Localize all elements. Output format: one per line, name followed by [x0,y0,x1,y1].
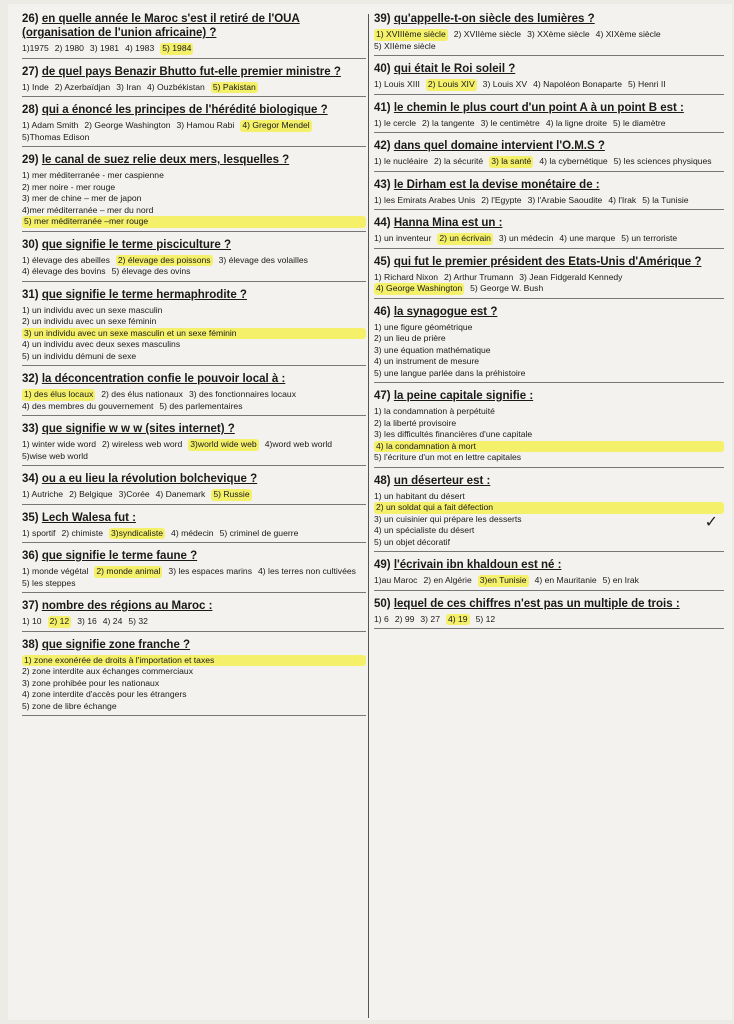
question-separator [374,628,724,629]
answer-option: 3)Corée [118,489,150,499]
answer-option: 3) Hamou Rabi [176,120,235,130]
answer-option: 4) un spécialiste du désert [374,525,475,535]
highlighted-answer-option: 4) 19 [448,613,468,624]
answer-option: 2) un individu avec un sexe féminin [22,316,157,326]
question-text: que signifie le terme pisciculture ? [41,238,231,251]
question-title [22,599,366,613]
answer-option: 3) 1981 [89,43,120,53]
answer-option: 4) en Mauritanie [534,575,597,585]
answer-option: 5) zone de libre échange [22,700,117,711]
highlighted-answer-option: 5) 1984 [162,43,192,53]
answer-option: 3) 16 [77,616,97,626]
options-list [374,614,724,626]
question-number: 40) [374,63,391,75]
answer-option: 5) un individu démuni de sexe [22,350,137,361]
options-list [374,406,724,464]
answer-option: 3) zone prohibée pour les nationaux [22,677,160,688]
answer-option: 2) l'Egypte [481,194,522,205]
options-list [22,655,366,713]
options-list [374,233,724,245]
answer-option: 2) Arthur Trumann [444,271,514,282]
answer-option: 1) Louis XIII [374,79,420,89]
highlighted-answer-option: 3)world wide web [190,439,257,449]
answer-option: 5) XIIème siècle [374,40,436,51]
options-list [374,491,724,549]
question-separator [22,96,366,97]
question-separator [374,248,724,249]
highlighted-answer-option: 3)syndicaliste [110,527,164,538]
question-number: 27) [22,65,39,78]
question-text: dans quel domaine intervient l'O.M.S ? [393,140,605,152]
answer-option: 5) le diamètre [612,117,666,128]
question-number: 36) [22,550,39,562]
answer-option: 4) médecin [171,527,214,538]
question-title [374,216,724,230]
question-text: qui a énoncé les principes de l'hérédité biologique ? [41,104,328,116]
answer-option: 5) criminel de guerre [219,527,299,538]
answer-option: 2) chimiste [61,527,103,538]
answer-option: 3) un cuisinier qui prépare les desserts [374,513,522,524]
question-item [374,558,724,591]
question-item [22,638,366,717]
answer-option: 1)1975 [22,43,49,53]
question-number: 32) [22,373,39,385]
answer-option: 1) Autriche [22,489,64,499]
answer-option: 4) 24 [102,616,123,626]
highlighted-answer-option: 2) élevage des poissons [117,254,211,265]
options-list [374,156,724,168]
question-text: la synagogue est ? [393,305,498,318]
answer-option: 4) Ouzbékistan [147,81,205,92]
handwritten-mark-icon: ✓ [704,514,718,531]
answer-option: 1) 6 [374,613,389,624]
question-number: 41) [374,101,391,114]
question-item [374,62,724,95]
answer-option: 3) les difficultés financières d'une capitale [374,429,533,439]
answer-option: 1) le nucléaire [374,156,428,166]
answer-option: 4) élevage des bovins [22,266,106,276]
question-separator [374,171,724,172]
question-item [374,305,724,384]
answer-option: 3) mer de chine – mer de japon [22,193,142,203]
question-text: la déconcentration confie le pouvoir local à : [41,373,286,385]
answer-option: 1) une figure géométrique [374,321,473,332]
highlighted-answer-option: 3)en Tunisie [479,575,527,585]
options-list [22,389,366,412]
question-number: 38) [22,638,39,651]
question-number: 44) [374,217,391,229]
question-title [374,389,724,403]
question-title [374,255,724,269]
answer-option: 3) des fonctionnaires locaux [188,389,296,399]
options-list [22,255,366,278]
question-separator [22,631,366,632]
question-text: que signifie zone franche ? [41,638,191,651]
options-list [374,118,724,130]
question-separator [22,365,366,366]
question-item [374,216,724,249]
answer-option: 2) XVIIème siècle [453,29,522,39]
options-list [22,120,366,143]
answer-option: 4) une marque [559,233,616,243]
answer-option: 2) mer noire - mer rouge [22,181,116,192]
question-item [374,178,724,211]
question-title [22,422,366,436]
question-title [374,474,724,488]
answer-option: 4) l'Irak [608,194,637,205]
answer-option: 4) Danemark [155,489,206,499]
question-separator [374,551,724,552]
answer-option: 1) Richard Nixon [374,271,438,282]
question-text: ou a eu lieu la révolution bolchevique ? [41,473,258,485]
answer-option: 1)au Maroc [374,575,418,585]
answer-option: 2) un lieu de prière [374,333,446,343]
question-text: que signifie le terme hermaphrodite ? [41,288,247,301]
answer-option: 5) des parlementaires [159,400,243,411]
answer-option: 3) le centimètre [480,117,540,128]
answer-option: 4) des membres du gouvernement [22,400,154,411]
question-item [22,549,366,593]
question-text: Lech Walesa fut : [41,511,136,524]
question-title [22,372,366,386]
question-number: 30) [22,238,39,251]
question-title [374,178,724,192]
exam-sheet [8,4,732,1020]
answer-option: 5) en Irak [602,575,639,585]
question-item [22,372,366,416]
options-list [374,272,724,295]
question-text: le canal de suez relie deux mers, lesquelles ? [41,154,290,166]
options-list [22,439,366,462]
question-title [22,549,366,563]
question-separator [22,592,366,593]
highlighted-answer-option: 1) zone exonérée de droits à l'importation et taxes [22,655,366,667]
answer-option: 5)Thomas Edison [22,131,90,142]
question-number: 47) [374,390,391,402]
question-separator [374,467,724,468]
question-text: un déserteur est : [393,474,491,487]
question-title [22,472,366,486]
answer-option: 3) 27 [420,613,440,624]
answer-option: 1) un inventeur [374,233,432,243]
answer-option: 5) élevage des ovins [111,266,191,276]
question-separator [22,542,366,543]
highlighted-answer-option: 3) la santé [491,156,532,166]
question-item [22,238,366,282]
question-separator [374,132,724,133]
question-text: la peine capitale signifie : [393,390,534,402]
question-separator [22,415,366,416]
highlighted-answer-option: 2) 12 [49,616,70,626]
answer-option: 2) la sécurité [433,156,484,166]
question-number: 49) [374,559,391,571]
question-title [22,511,366,525]
answer-option: 3) un médecin [498,233,554,243]
highlighted-answer-option: 2) monde animal [96,566,161,576]
question-text: que signifie w w w (sites internet) ? [41,423,235,435]
question-separator [22,146,366,147]
question-text: l'écrivain ibn khaldoun est né : [393,559,562,571]
answer-option: 1) sportif [22,527,56,538]
answer-option: 1) un habitant du désert [374,490,465,501]
question-title [22,153,366,167]
question-number: 48) [374,474,391,487]
question-number: 34) [22,473,39,485]
answer-option: 3) Iran [116,81,142,92]
question-separator [374,590,724,591]
question-title [22,638,366,652]
question-text: en quelle année le Maroc s'est il retiré de l'OUA (organisation de l'union africaine) ? [22,13,300,39]
options-list [22,170,366,228]
answer-option: 1) élevage des abeilles [22,254,110,265]
question-number: 33) [22,423,39,435]
question-text: Hanna Mina est un : [393,217,503,229]
question-text: qui était le Roi soleil ? [393,63,516,75]
options-list [374,29,724,52]
question-separator [22,715,366,716]
answer-option: 2) wireless web word [102,439,183,449]
question-text: lequel de ces chiffres n'est pas un multiple de trois : [393,597,680,610]
question-number: 26) [22,13,39,25]
question-title [374,62,724,76]
column-divider [368,14,369,1018]
question-number: 45) [374,255,391,268]
question-text: qui fut le premier président des Etats-Unis d'Amérique ? [393,255,702,268]
question-title [22,103,366,117]
left-column [22,12,366,722]
answer-option: 3) l'Arabie Saoudite [527,194,603,205]
highlighted-answer-option: 4) George Washington [376,283,463,293]
options-list [22,566,366,589]
answer-option: 2) 99 [394,613,415,624]
answer-option: 1) le cercle [374,117,417,128]
highlighted-answer-option: 4) Gregor Mendel [242,120,310,130]
highlighted-answer-option: 2) un écrivain [439,233,491,243]
highlighted-answer-option: 4) la condamnation à mort [374,441,724,453]
answer-option: 4)mer méditerranée – mer du nord [22,204,154,215]
answer-option: 5) un objet décoratif [374,536,450,547]
question-text: le Dirham est la devise monétaire de : [393,178,600,191]
question-separator [22,231,366,232]
question-number: 35) [22,511,39,524]
highlighted-answer-option: 1) des élus locaux [24,389,94,399]
answer-option: 5) un terroriste [621,233,678,243]
answer-option: 2) Belgique [69,489,113,499]
options-list [22,43,366,55]
answer-option: 2) George Washington [84,120,171,130]
question-number: 46) [374,305,391,318]
question-separator [374,382,724,383]
highlighted-answer-option: 2) Louis XIV [427,79,475,89]
answer-option: 4)word web world [264,439,333,449]
answer-option: 2) 1980 [54,43,84,53]
question-number: 31) [22,288,39,301]
question-text: qu'appelle-t-on siècle des lumières ? [393,13,595,25]
question-separator [22,58,366,59]
question-title [374,597,724,611]
question-separator [374,209,724,210]
question-item [22,153,366,232]
question-title [374,305,724,319]
answer-option: 4) un instrument de mesure [374,356,480,366]
answer-option: 3) élevage des volailles [218,254,308,265]
options-list [22,82,366,94]
answer-option: 5) 32 [128,616,148,626]
options-list [22,489,366,501]
question-title [22,288,366,302]
question-separator [22,281,366,282]
answer-option: 4) un individu avec deux sexes masculins [22,339,181,349]
answer-option: 4) la ligne droite [545,117,607,128]
highlighted-answer-option: 5) mer méditerranée –mer rouge [22,216,366,228]
answer-option: 5) les steppes [22,577,76,588]
question-separator [374,55,724,56]
answer-option: 5) Henri II [627,79,666,89]
question-title [374,12,724,26]
answer-option: 1) mer méditerranée - mer caspienne [22,170,164,180]
question-item [374,389,724,468]
question-number: 28) [22,104,39,116]
answer-option: 3) les espaces marins [168,566,253,576]
answer-option: 3) Jean Fidgerald Kennedy [519,271,623,282]
question-text: de quel pays Benazir Bhutto fut-elle premier ministre ? [41,65,341,78]
answer-option: 1) les Emirats Arabes Unis [374,194,476,205]
question-item [374,255,724,299]
question-title [22,12,366,40]
question-item [374,474,724,553]
answer-option: 4) les terres non cultivées [258,566,356,576]
question-title [374,558,724,572]
answer-option: 5) la Tunisie [642,194,689,205]
question-number: 29) [22,154,39,166]
highlighted-answer-option: 1) XVIIIème siècle [376,29,446,39]
answer-option: 4) zone interdite d'accès pour les étrangers [22,689,187,699]
highlighted-answer-option: 3) un individu avec un sexe masculin et un sexe féminin [22,328,366,340]
question-item [22,511,366,544]
answer-option: 2) la liberté provisoire [374,417,457,428]
answer-option: 3) Louis XV [482,79,528,89]
answer-option: 5) George W. Bush [470,283,544,293]
answer-option: 2) Azerbaïdjan [54,81,111,92]
question-separator [374,94,724,95]
question-item [22,288,366,367]
answer-option: 4) 1983 [125,43,155,53]
question-item [22,472,366,505]
answer-option: 4) Napoléon Bonaparte [533,79,622,89]
question-item [22,422,366,466]
question-item [22,65,366,98]
answer-option: 2) en Algérie [423,575,472,585]
question-number: 43) [374,178,391,191]
question-separator [22,504,366,505]
question-title [374,101,724,115]
answer-option: 5) les sciences physiques [613,156,712,166]
question-number: 37) [22,600,39,612]
question-text: que signifie le terme faune ? [41,550,198,562]
answer-option: 2) des élus nationaux [101,389,183,399]
answer-option: 4) XIXème siècle [595,29,661,39]
answer-option: 5) une langue parlée dans la préhistoire [374,367,526,378]
question-separator [374,298,724,299]
question-item [374,12,724,56]
answer-option: 1) winter wide word [22,439,97,449]
answer-option: 4) la cybernétique [539,156,608,166]
question-number: 39) [374,13,391,25]
question-number: 50) [374,597,391,610]
highlighted-answer-option: 5) Russie [213,489,250,499]
answer-option: 2) zone interdite aux échanges commerciaux [22,666,194,676]
question-item [22,103,366,147]
question-item [374,101,724,134]
question-item [22,599,366,632]
answer-option: 1) Adam Smith [22,120,79,130]
answer-option: 1) la condamnation à perpétuité [374,406,495,416]
answer-option: 1) 10 [22,616,42,626]
options-list [374,195,724,207]
options-list [374,575,724,587]
answer-option: 2) la tangente [422,117,475,128]
options-list [374,322,724,380]
question-title [22,65,366,79]
answer-option: 1) un individu avec un sexe masculin [22,304,163,315]
question-text: nombre des régions au Maroc : [41,600,213,612]
answer-option: 3) XXème siècle [527,29,590,39]
question-item [374,139,724,172]
options-list [22,528,366,540]
options-list [22,305,366,363]
question-text: le chemin le plus court d'un point A à un point B est : [393,101,684,114]
answer-option: 5)wise web world [22,450,88,461]
answer-option: 5) l'écriture d'un mot en lettre capitales [374,452,522,462]
right-column [374,12,724,635]
question-title [22,238,366,252]
answer-option: 3) une équation mathématique [374,344,491,355]
question-separator [22,465,366,466]
answer-option: 1) monde végétal [22,566,89,576]
options-list [374,79,724,91]
question-item [374,597,724,630]
highlighted-answer-option: 2) un soldat qui a fait défection [374,502,724,514]
answer-option: 1) Inde [22,81,49,92]
question-item [22,12,366,59]
options-list [22,616,366,628]
question-title [374,139,724,153]
answer-option: 5) 12 [475,613,496,624]
question-number: 42) [374,140,391,152]
highlighted-answer-option: 5) Pakistan [212,81,256,92]
